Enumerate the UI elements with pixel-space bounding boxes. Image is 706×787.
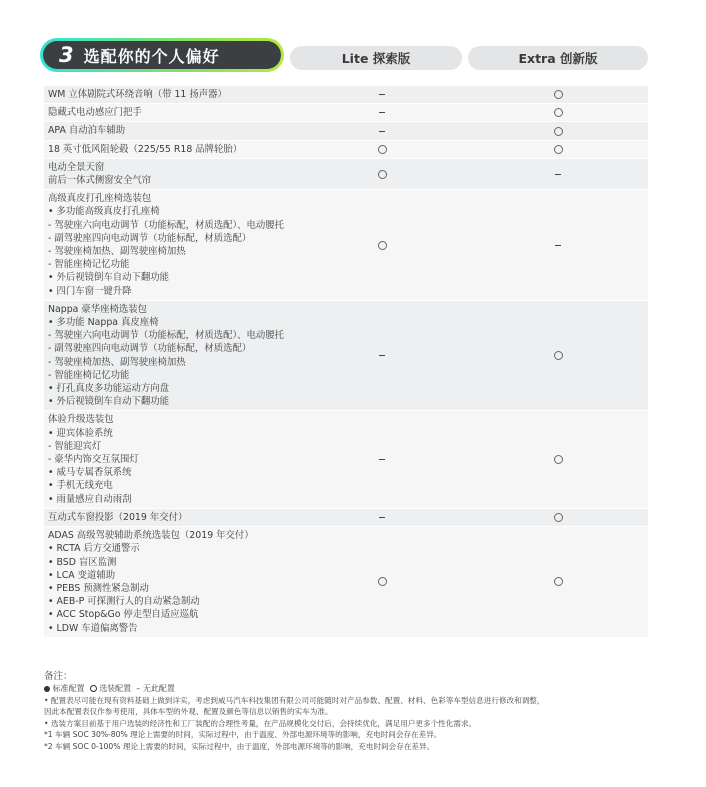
not-available-dash-icon [379,131,385,132]
feature-cell [44,190,290,300]
feature-line: • 外后视镜倒车自动下翻功能 [48,396,170,408]
feature-line: - 驾驶座六向电动调节（功能标配，材质选配）、电动腰托 [48,330,285,342]
feature-line: 体验升级选装包 [48,414,114,426]
lite-value-cell [296,159,468,189]
not-available-dash-icon [379,355,385,356]
feature-line: • LDW 车道偏离警告 [48,622,138,634]
notes-title: 备注： [44,671,73,682]
feature-line: • 多功能 Nappa 真皮座椅 [48,317,159,329]
note-line: *1 车辆 SOC 30%-80% 理论上需要的时间，实际过程中，由于温度、外部电源环境等的影响，充电时间会存在差异。 [44,730,442,739]
lite-value-cell [296,104,468,121]
table-row [44,159,648,190]
options-table [44,86,648,638]
notes-legend [44,683,664,695]
extra-value-cell [468,527,648,637]
extra-value-cell [468,301,648,411]
feature-line: • BSD 盲区监测 [48,556,117,568]
optional-circle-icon [378,170,387,179]
legend-optional: 选装配置 [99,684,132,693]
not-available-dash-icon [379,112,385,113]
optional-circle-icon [554,351,563,360]
lite-value-cell [296,411,468,507]
optional-circle-icon [554,90,563,99]
not-available-dash-icon [555,245,561,246]
feature-line: 隐藏式电动感应门把手 [48,107,142,119]
feature-line: • 威马专属香氛系统 [48,467,132,479]
feature-line: • AEB-P 可探测行人的自动紧急制动 [48,596,200,608]
optional-circle-icon [378,145,387,154]
feature-cell [44,301,290,411]
legend-standard: 标准配置 [52,684,85,693]
feature-line: - 驾驶座六向电动调节（功能标配，材质选配）、电动腰托 [48,219,285,231]
note-line: *2 车辆 SOC 0-100% 理论上需要的时间，实际过程中，由于温度，外部电源环境等的影响，充电时间会存在差异。 [44,741,435,751]
feature-line: - 智能座椅记忆功能 [48,259,130,271]
table-row [44,301,648,412]
feature-line: • 迎宾体验系统 [48,427,113,439]
optional-circle-icon [554,513,563,522]
optional-circle-icon [554,108,563,117]
section-header [40,36,648,76]
table-row [44,104,648,122]
note-line: 因此本配置表仅作参考使用，具体车型的外观、配置及颜色等信息以销售的实车为准。 [44,707,333,716]
feature-cell [44,527,290,637]
table-row [44,509,648,527]
section-title-pill [40,38,284,72]
extra-value-cell [468,122,648,139]
note-line: • 选装方案目前基于用户选装的经济性和工厂装配的合理性考量，在产品规模化交付后，会持续优化，满足用户更多个性化需求。 [44,718,477,728]
feature-line: - 驾驶座椅加热、副驾驶座椅加热 [48,246,186,258]
table-row [44,411,648,508]
table-row [44,141,648,159]
lite-value-cell [296,86,468,103]
extra-value-cell [468,86,648,103]
feature-line: ADAS 高级驾驶辅助系统选装包（2019 年交付） [48,530,254,542]
optional-circle-icon [554,577,563,586]
feature-line: • 四门车窗一键升降 [48,285,132,297]
feature-line: APA 自动泊车辅助 [48,125,126,137]
feature-line: WM 立体剧院式环绕音响（带 11 扬声器） [48,89,227,100]
optional-circle-icon [554,455,563,464]
feature-line: 电动全景天窗 [48,161,105,173]
feature-line: • ACC Stop&Go 停走型自适应巡航 [48,609,199,621]
feature-line: 前后一体式侧窗安全气帘 [48,175,152,187]
legend-none: – 无此配置 [136,684,175,693]
feature-line: - 豪华内饰交互氛围灯 [48,454,139,466]
standard-dot-icon [44,686,50,692]
feature-line: • RCTA 后方交通警示 [48,543,140,555]
feature-line: • 多功能高级真皮打孔座椅 [48,206,160,218]
lite-value-cell [296,527,468,637]
section-title: 选配你的个人偏好 [83,46,220,66]
not-available-dash-icon [555,174,561,175]
feature-line: - 副驾驶座四向电动调节（功能标配，材质选配） [48,343,252,355]
extra-value-cell [468,411,648,507]
feature-line: • 雨量感应自动雨刮 [48,493,132,505]
feature-line: • PEBS 预测性紧急制动 [48,582,149,594]
feature-line: • 外后视镜倒车自动下翻功能 [48,272,170,284]
optional-circle-icon [378,577,387,586]
version-lite-header: Lite 探索版 [290,46,462,70]
feature-cell [44,141,290,158]
lite-value-cell [296,509,468,526]
feature-cell [44,86,290,103]
section-number: 3 [59,43,74,67]
table-row [44,527,648,638]
feature-line: - 驾驶座椅加热、副驾驶座椅加热 [48,356,186,368]
table-row [44,122,648,140]
optional-circle-icon [378,241,387,250]
feature-line: Nappa 豪华座椅选装包 [48,303,148,315]
feature-line: 18 英寸低风阻轮毂（225/55 R18 品牌轮胎） [48,143,243,155]
not-available-dash-icon [379,94,385,95]
not-available-dash-icon [379,459,385,460]
version-extra-header: Extra 创新版 [468,46,648,70]
extra-value-cell [468,509,648,526]
feature-line: • 打孔真皮多功能运动方向盘 [48,383,170,395]
lite-value-cell [296,301,468,411]
feature-line: • LCA 变道辅助 [48,569,116,581]
extra-value-cell [468,159,648,189]
feature-cell [44,159,290,189]
feature-cell [44,509,290,526]
feature-line: - 智能座椅记忆功能 [48,369,130,381]
lite-value-cell [296,190,468,300]
optional-circle-icon [554,127,563,136]
lite-value-cell [296,122,468,139]
feature-line: 高级真皮打孔座椅选装包 [48,193,152,205]
note-line: • 配置表尽可能在现有资料基础上做到详实，考虑到威马汽车科技集团有限公司可能随时对产品参数、配置、材料、色彩等车型信息进行修改和调整， [44,695,545,705]
feature-line: - 智能迎宾灯 [48,440,102,452]
section-title-inner [43,41,281,69]
lite-value-cell [296,141,468,158]
notes-section [44,670,664,752]
feature-cell [44,411,290,507]
table-row [44,190,648,301]
feature-line: 互动式车窗投影（2019 年交付） [48,511,188,523]
extra-value-cell [468,141,648,158]
optional-circle-icon [90,685,97,692]
table-row [44,86,648,104]
feature-cell [44,122,290,139]
feature-line: - 副驾驶座四向电动调节（功能标配，材质选配） [48,232,252,244]
extra-value-cell [468,104,648,121]
not-available-dash-icon [379,517,385,518]
feature-cell [44,104,290,121]
feature-line: • 手机无线充电 [48,480,113,492]
extra-value-cell [468,190,648,300]
optional-circle-icon [554,145,563,154]
